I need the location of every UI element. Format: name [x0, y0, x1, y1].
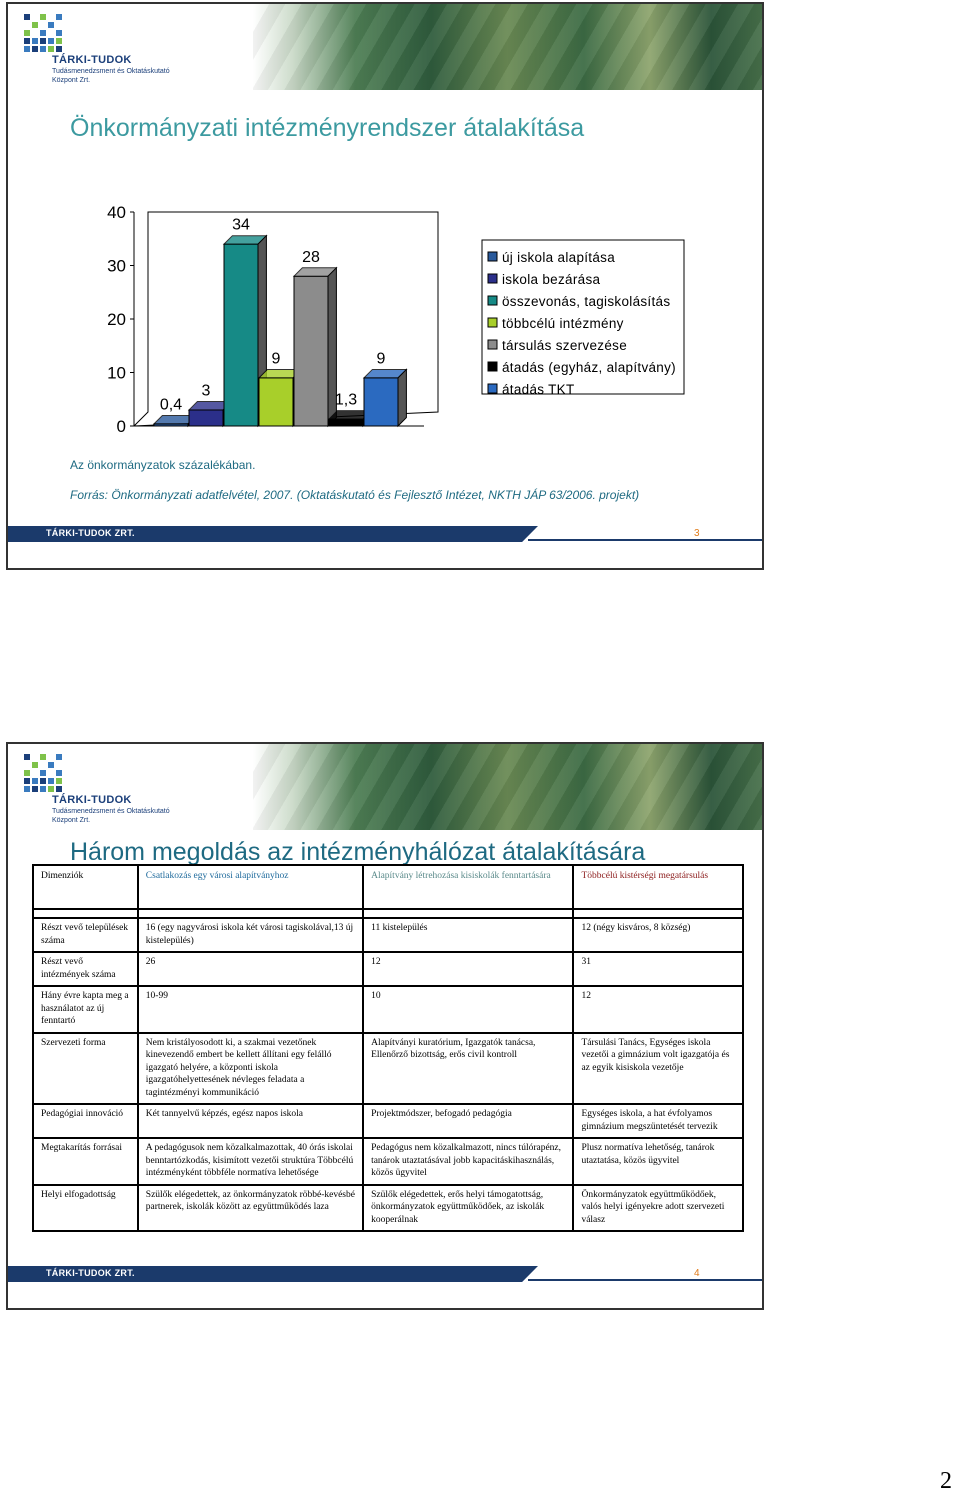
classroom-photo — [253, 4, 762, 90]
bar-value-label: 28 — [302, 248, 320, 266]
table-cell: 12 — [363, 952, 573, 986]
logo-subtitle: Tudásmenedzsment és Oktatáskutató Központ Zrt. — [52, 808, 170, 824]
table-cell: Helyi elfogadottság — [33, 1185, 138, 1232]
table-cell: Alapítványi kuratórium, Igazgatók tanácsa, Ellenőrző bizottság, erős civil kontroll — [363, 1033, 573, 1105]
table-cell: Szervezeti forma — [33, 1033, 138, 1105]
table-cell: 10 — [363, 986, 573, 1033]
table-row — [33, 986, 743, 1033]
classroom-photo — [253, 744, 762, 830]
slide-title: Három megoldás az intézményhálózat átalakítására — [70, 838, 646, 866]
table-row — [33, 1185, 743, 1232]
slide-number: 3 — [694, 528, 700, 539]
table-cell: 11 kistelepülés — [363, 918, 573, 952]
table-header-row — [33, 865, 743, 909]
table-row — [33, 918, 743, 952]
solutions-table — [32, 864, 744, 1232]
table-cell: Két tannyelvű képzés, egész napos iskola — [138, 1104, 363, 1138]
header-cell: Dimenziók — [33, 865, 138, 909]
y-tick-label: 20 — [107, 310, 126, 329]
legend-swatch — [488, 296, 497, 305]
table-cell: Egységes iskola, a hat évfolyamos gimnázium megszüntetését tervezik — [573, 1104, 743, 1138]
header-cell: Csatlakozás egy városi alapítványhoz — [138, 865, 363, 909]
legend-label: társulás szervezése — [502, 338, 627, 353]
footer-bar — [8, 526, 762, 542]
slide-3 — [6, 2, 764, 570]
table-cell: Hány évre kapta meg a használatot az új fenntartó — [33, 986, 138, 1033]
table-row — [33, 1138, 743, 1185]
table-cell: 26 — [138, 952, 363, 986]
legend-label: új iskola alapítása — [502, 250, 616, 265]
table-row — [33, 1033, 743, 1105]
bar-side — [398, 369, 406, 426]
legend-label: többcélú intézmény — [502, 316, 624, 331]
y-tick-label: 30 — [107, 256, 126, 276]
y-tick-label: 10 — [107, 363, 126, 383]
bar-chart — [78, 194, 718, 444]
slide-4 — [6, 742, 764, 1310]
bar — [294, 276, 328, 426]
table-cell: 12 (négy kisváros, 8 község) — [573, 918, 743, 952]
table-cell: Szülők elégedettek, az önkormányzatok röbbé-kevésbé partnerek, iskolák között az együttműködés laza — [138, 1185, 363, 1232]
logo-name: TÁRKI-TUDOK — [52, 54, 132, 66]
footer-bar — [8, 1266, 762, 1282]
legend-label: összevonás, tagiskolásítás — [502, 294, 671, 309]
y-tick-label: 0 — [116, 417, 126, 436]
bar — [329, 419, 363, 426]
legend-label: átadás (egyház, alapítvány) — [502, 360, 676, 375]
logo-grid-icon — [24, 14, 64, 58]
header-banner — [8, 4, 762, 90]
y-tick-label: 40 — [107, 203, 126, 222]
table-cell: Társulási Tanács, Egységes iskola vezetői a gimnázium volt igazgatója és az egyik kisiskola vezetője — [573, 1033, 743, 1105]
table-cell: Pedagógus nem közalkalmazott, nincs túlórapénz, tanárok utaztatásával jobb kapacitáskihasználás, közös ügyvitel — [363, 1138, 573, 1185]
table-cell: Önkormányzatok együttműködőek, valós helyi igényekre adott szervezeti válasz — [573, 1185, 743, 1232]
chart-caption: Az önkormányzatok százalékában. — [70, 458, 256, 472]
bar — [259, 378, 293, 426]
table-cell: 31 — [573, 952, 743, 986]
slide-number: 4 — [694, 1268, 700, 1279]
table-row — [33, 1104, 743, 1138]
legend-swatch — [488, 274, 497, 283]
legend-swatch — [488, 340, 497, 349]
header-banner — [8, 744, 762, 830]
logo-name: TÁRKI-TUDOK — [52, 794, 132, 806]
slide-title: Önkormányzati intézményrendszer átalakítása — [70, 114, 585, 142]
bar-value-label: 1,3 — [334, 391, 358, 409]
legend-swatch — [488, 318, 497, 327]
header-cell: Többcélú kistérségi megatársulás — [573, 865, 743, 909]
page-number: 2 — [940, 1468, 952, 1494]
table-cell: 10-99 — [138, 986, 363, 1033]
bar — [189, 410, 223, 426]
table-cell: 16 (egy nagyvárosi iskola két városi tagiskolával,13 új kistelepülés) — [138, 918, 363, 952]
table-cell: Részt vevő települések száma — [33, 918, 138, 952]
legend-swatch — [488, 362, 497, 371]
header-cell: Alapítvány létrehozása kisiskolák fenntartására — [363, 865, 573, 909]
logo-grid-icon — [24, 754, 64, 798]
bar-value-label: 3 — [201, 382, 211, 400]
table-cell: Részt vevő intézmények száma — [33, 952, 138, 986]
legend-label: iskola bezárása — [502, 272, 601, 287]
table-cell: Megtakarítás forrásai — [33, 1138, 138, 1185]
bar-value-label: 34 — [232, 216, 250, 234]
logo-subtitle: Tudásmenedzsment és Oktatáskutató Központ Zrt. — [52, 68, 170, 84]
bar — [364, 378, 398, 426]
table-row — [33, 952, 743, 986]
table-cell: Szülők elégedettek, erős helyi támogatottság, önkormányzatok együttműködőek, az iskolák kooperálnak — [363, 1185, 573, 1232]
legend-label: átadás TKT — [502, 382, 575, 397]
legend-swatch — [488, 384, 497, 393]
footer-label: TÁRKI-TUDOK ZRT. — [46, 1268, 135, 1278]
bar-value-label: 0,4 — [159, 396, 183, 414]
footer-label: TÁRKI-TUDOK ZRT. — [46, 528, 135, 538]
bar-value-label: 9 — [376, 350, 386, 368]
bar — [224, 244, 258, 426]
chart-source: Forrás: Önkormányzati adatfelvétel, 2007. (Oktatáskutató és Fejlesztő Intézet, NKTH JÁP 63/2006. projekt) — [70, 488, 640, 502]
table-cell: 12 — [573, 986, 743, 1033]
table-cell: Projektmódszer, befogadó pedagógia — [363, 1104, 573, 1138]
bar-value-label: 9 — [271, 350, 281, 368]
table-cell: Pedagógiai innováció — [33, 1104, 138, 1138]
legend-swatch — [488, 252, 497, 261]
table-cell: Plusz normatíva lehetőség, tanárok utaztatása, közös ügyvitel — [573, 1138, 743, 1185]
table-cell: Nem kristályosodott ki, a szakmai vezetőnek kinevezendő embert be kellett állítani egy felálló igazgató helyére, a központi iskola igazgatóhelyettesének névleges feladata a tagintézményi kommunikáció — [138, 1033, 363, 1105]
table-cell: A pedagógusok nem közalkalmazottak, 40 órás iskolai benntartózkodás, kisimított vezetői struktúra Többcélú intézményként többféle normatíva lehetősége — [138, 1138, 363, 1185]
